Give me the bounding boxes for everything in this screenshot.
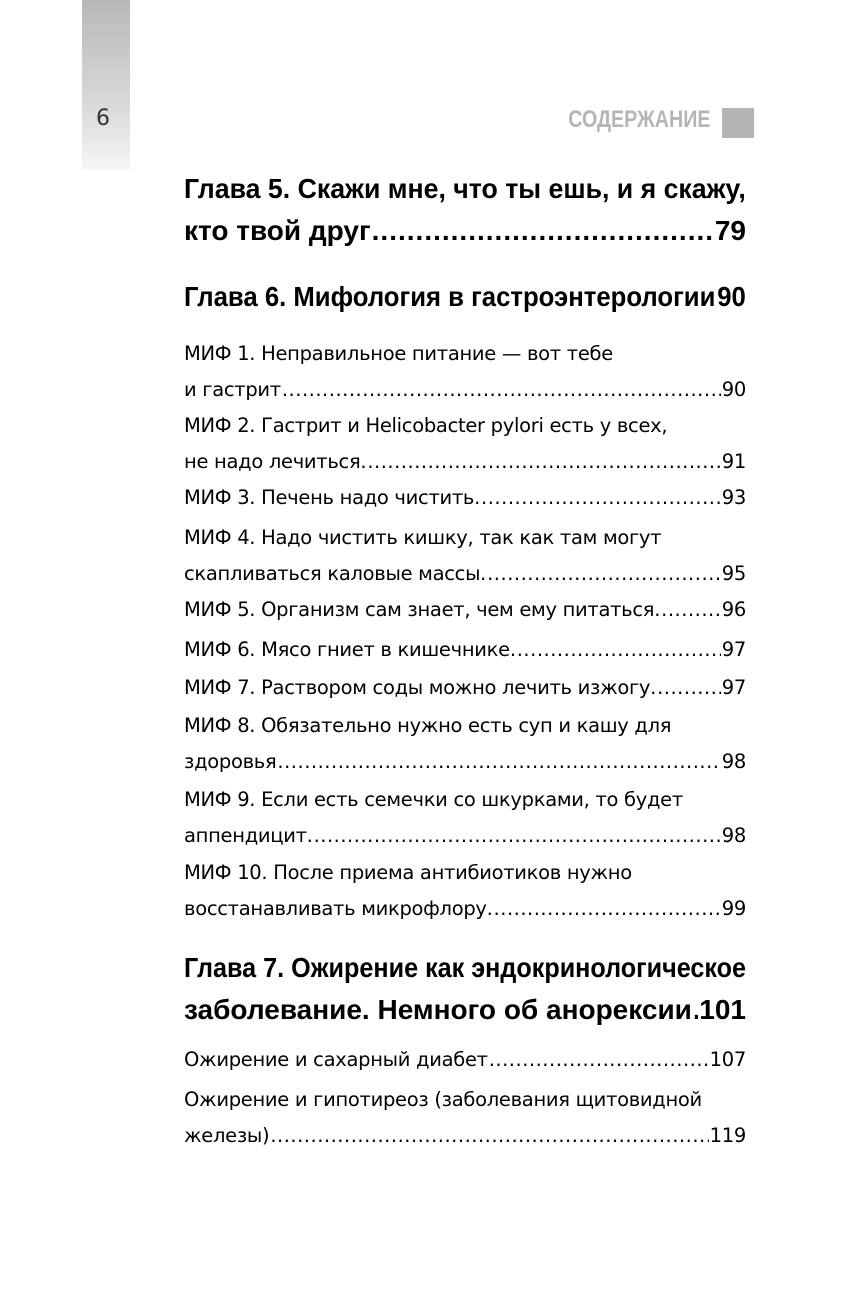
toc-chapter-5 (184, 168, 746, 252)
leader-dots (657, 670, 721, 706)
toc-entry-title: Ожирение и сахарный диабет (184, 1048, 488, 1071)
toc-page-number: 119 (709, 1124, 746, 1147)
toc-myth-10 (184, 855, 746, 927)
leader-dots (270, 1118, 708, 1154)
toc-entry-title: МИФ 1. Неправильное питание — вот тебе (184, 342, 613, 365)
toc-chapter-7 (184, 947, 746, 1031)
leader-dots (282, 372, 721, 408)
toc-entry-title: заболевание. Немного об анорексии (184, 994, 692, 1025)
toc-myth-6 (184, 632, 746, 668)
toc-myth-1 (184, 336, 746, 408)
toc-page-number: 96 (721, 598, 746, 621)
leader-dots (494, 891, 721, 927)
toc-entry-title: Глава 5. Скажи мне, что ты ешь, и я скажу, (184, 173, 746, 204)
toc-entry-title: и гастрит (184, 378, 281, 401)
toc-entry-title: МИФ 10. После приема антибиотиков нужно (184, 861, 632, 884)
leader-dots (367, 444, 720, 480)
toc-entry-title: МИФ 8. Обязательно нужно есть суп и кашу для (184, 714, 672, 737)
toc-page-number: 90 (721, 378, 746, 401)
leader-dots (489, 1042, 709, 1078)
toc-page-number: 91 (721, 450, 746, 473)
toc-entry-title: аппендицит. (184, 824, 313, 847)
toc-entry-title: Глава 6. Мифология в гастроэнтерологии (184, 281, 716, 312)
toc-page-number: 97 (721, 676, 746, 699)
toc-chapter-6 (184, 276, 746, 318)
header-square-mark (722, 108, 754, 138)
toc-myth-3 (184, 480, 746, 516)
leader-dots (481, 480, 721, 516)
toc-page-number: 98 (721, 750, 746, 773)
toc-myth-4 (184, 520, 746, 592)
toc-entry-title: не надо лечиться. (184, 450, 367, 473)
toc-entry-title: железы) (184, 1124, 270, 1147)
leader-dots (517, 632, 721, 668)
toc-page-number: 93 (721, 486, 746, 509)
toc-myth-9 (184, 782, 746, 854)
toc-entry-title: восстанавливать микрофлору. (184, 897, 493, 920)
leader-dots (277, 744, 720, 780)
toc-myth-7 (184, 670, 746, 706)
leader-dots (314, 818, 721, 854)
toc-entry-title: Ожирение и гипотиреоз (заболевания щитовидной (184, 1088, 702, 1111)
toc-entry-title: здоровья (184, 750, 277, 773)
toc-entry-title: Глава 7. Ожирение как эндокринологическое (184, 952, 747, 983)
side-tab-bar (82, 0, 130, 170)
toc-page-number: 99 (721, 897, 746, 920)
toc-entry-title: МИФ 7. Раствором соды можно лечить изжогу. (184, 676, 657, 699)
toc-entry-title: МИФ 9. Если есть семечки со шкурками, то будет (184, 788, 683, 811)
toc-page-number: 98 (721, 824, 746, 847)
leader-dots (487, 556, 721, 592)
leader-dots (372, 210, 714, 252)
toc-page-number: 107 (709, 1048, 746, 1071)
leader-dots (661, 592, 721, 628)
toc-myth-8 (184, 708, 746, 780)
toc-entry-title: МИФ 5. Организм сам знает, чем ему питаться. (184, 598, 661, 621)
toc-myth-5 (184, 592, 746, 628)
toc-page-number: 97 (721, 638, 746, 661)
toc-section-1 (184, 1042, 746, 1078)
toc-entry-title: МИФ 6. Мясо гниет в кишечнике. (184, 638, 516, 661)
toc-entry-title: МИФ 4. Надо чистить кишку, так как там могут (184, 526, 662, 549)
leader-dots (693, 989, 698, 1031)
toc-page-number: 95 (721, 562, 746, 585)
running-title: СОДЕРЖАНИЕ (567, 106, 710, 133)
toc-entry-title: скапливаться каловые массы. (184, 562, 487, 585)
toc-page-number: 101 (699, 994, 746, 1025)
toc-entry-title: МИФ 2. Гастрит и Helicobacter pylori есть у всех, (184, 414, 668, 437)
toc-section-2 (184, 1082, 746, 1154)
toc-myth-2 (184, 408, 746, 480)
page-number: 6 (96, 106, 110, 131)
toc-entry-title: кто твой друг (184, 215, 371, 246)
toc-entry-title: МИФ 3. Печень надо чистить. (184, 486, 481, 509)
toc-page-number: 79 (714, 215, 746, 246)
toc-page-number: 90 (717, 281, 746, 312)
